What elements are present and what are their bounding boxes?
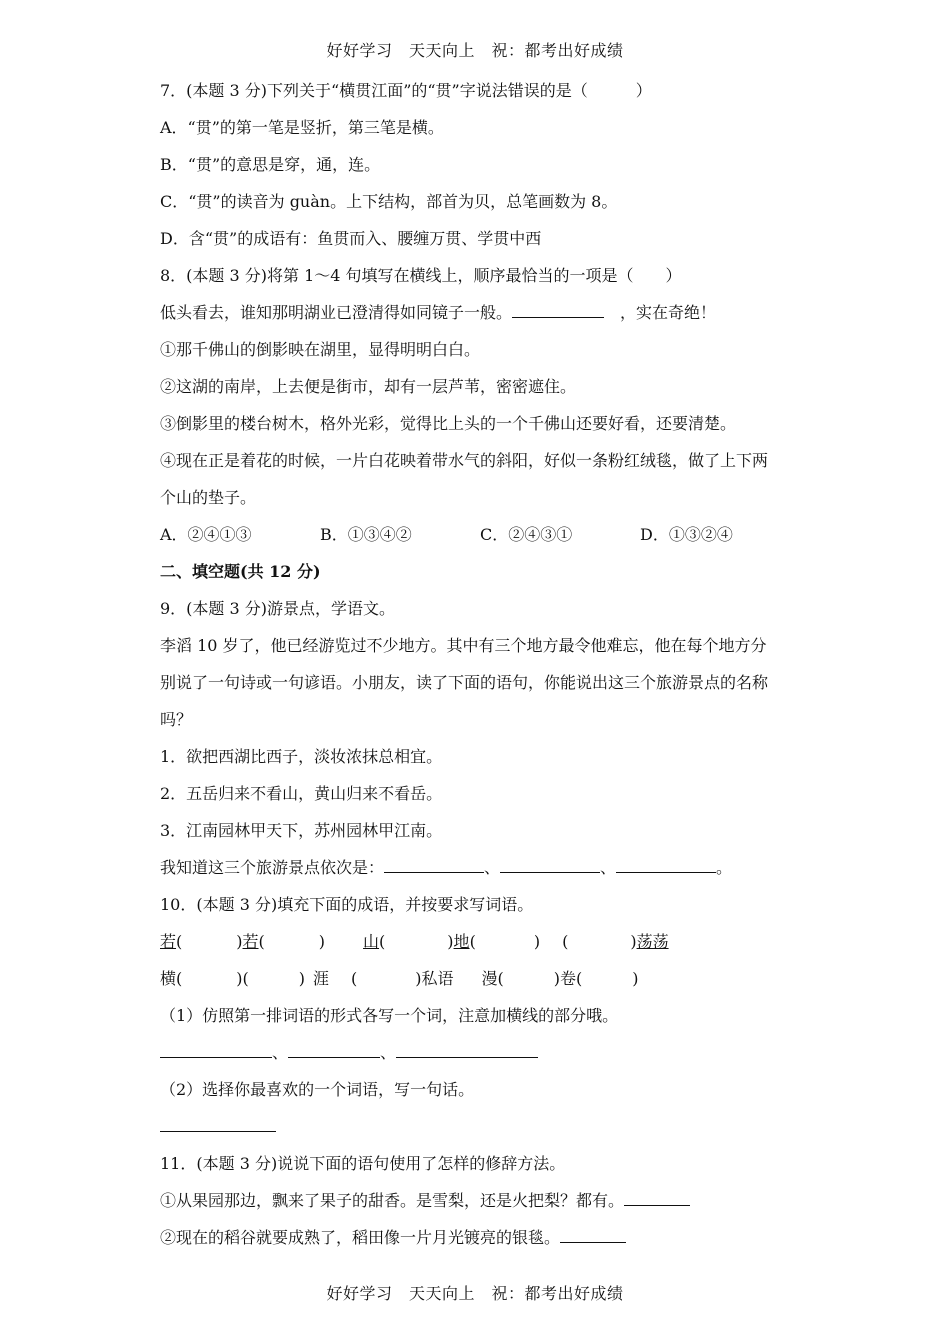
q10-r2-part-7: 漫( <box>481 969 504 988</box>
q9-blank-3[interactable] <box>616 857 716 873</box>
q9-blank-2[interactable] <box>500 857 600 873</box>
page-footer: 好好学习 天天向上 祝：都考出好成绩 <box>326 1284 624 1303</box>
q10-r1-paren-close-1: ) <box>236 932 243 951</box>
q8-option-b: B．①③④② <box>320 525 412 544</box>
q9-separator-1: 、 <box>484 858 501 877</box>
q9-line-3: 3．江南园林甲天下，苏州园林甲江南。 <box>160 821 443 840</box>
q10-sub-1-blank-2[interactable] <box>288 1042 380 1058</box>
q10-r1-paren-close-4: ) <box>533 932 541 951</box>
document-content <box>160 80 800 1264</box>
q9-line-1: 1．欲把西湖比西子，淡妆浓抹总相宜。 <box>160 747 443 766</box>
q10-r2-part-5: ( <box>351 969 358 988</box>
q9-line-2: 2．五岳归来不看山，黄山归来不看岳。 <box>160 784 443 803</box>
q8-stem: 8．(本题 3 分)将第 1～4 句填写在横线上，顺序最恰当的一项是（ ） <box>160 266 682 285</box>
q9-stem: 9．(本题 3 分)游景点，学语文。 <box>160 599 396 618</box>
q10-sub-2-answer <box>160 1116 800 1153</box>
q8-passage-text: 低头看去，谁知那明湖业已澄清得如同镜子一般。 <box>160 303 513 322</box>
q8-sentence-3: ③倒影里的楼台树木，格外光彩，觉得比上头的一个千佛山还要好看，还要清楚。 <box>160 414 737 433</box>
q9-end-mark: 。 <box>716 858 733 877</box>
q10-sub-1-sep-1: 、 <box>272 1043 289 1062</box>
q8-answer-blank[interactable] <box>512 302 604 318</box>
q10-sub-1-answer <box>160 1042 800 1079</box>
q10-r2-part-3: ) <box>298 969 305 988</box>
q10-r1-paren-open-2: ( <box>258 932 265 951</box>
q10-idiom-row-1 <box>160 931 800 968</box>
q7-stem: 7．(本题 3 分)下列关于“横贯江面”的“贯”字说法错误的是（ ） <box>160 81 652 100</box>
q9-paragraph-2: 别说了一句诗或一句谚语。小朋友，读了下面的语句，你能说出这三个旅游景点的名称 <box>160 673 769 692</box>
q9-paragraph-3: 吗？ <box>160 710 193 729</box>
q10-r2-part-8: )卷( <box>553 969 583 988</box>
q9-paragraph-1: 李滔 10 岁了，他已经游览过不少地方。其中有三个地方最令他难忘，他在每个地方分 <box>160 636 767 655</box>
q10-r1-paren-close-5: ) <box>630 932 637 951</box>
q10-r1-chars-5: 荡荡 <box>636 932 669 951</box>
q10-stem: 10．(本题 3 分)填充下面的成语，并按要求写词语。 <box>160 895 534 914</box>
q10-sub-1-sep-2: 、 <box>380 1043 397 1062</box>
q11-stem: 11．(本题 3 分)说说下面的语句使用了怎样的修辞方法。 <box>160 1154 566 1173</box>
q8-sentence-4b: 个山的垫子。 <box>160 488 257 507</box>
q11-blank-2[interactable] <box>560 1227 626 1243</box>
q10-r1-paren-close-2: ) <box>318 932 326 951</box>
q8-option-c: C．②④③① <box>480 525 573 544</box>
q10-r1-paren-open-5: ( <box>562 932 569 951</box>
q10-r1-paren-close-3: ) <box>447 932 454 951</box>
q10-sub-1: （1）仿照第一排词语的形式各写一个词，注意加横线的部分哦。 <box>160 1006 619 1025</box>
q9-answer-line <box>160 857 800 894</box>
q7-option-b: B．“贯”的意思是穿，通，连。 <box>160 155 381 174</box>
q7-option-c: C．“贯”的读音为 guàn。上下结构，部首为贝，总笔画数为 8。 <box>160 192 618 211</box>
q10-r2-part-1: 横( <box>160 969 183 988</box>
q8-passage <box>160 302 800 339</box>
q9-blank-1[interactable] <box>384 857 484 873</box>
q10-sub-1-blank-1[interactable] <box>160 1042 272 1058</box>
q9-answer-prefix: 我知道这三个旅游景点依次是： <box>160 858 385 877</box>
q10-sub-2-blank[interactable] <box>160 1116 276 1132</box>
q8-sentence-4a: ④现在正是着花的时候，一片白花映着带水气的斜阳，好似一条粉红绒毯，做了上下两 <box>160 451 769 470</box>
q11-blank-1[interactable] <box>624 1190 690 1206</box>
q8-sentence-1: ①那千佛山的倒影映在湖里，显得明明白白。 <box>160 340 481 359</box>
q10-r1-paren-open-4: ( <box>469 932 476 951</box>
q10-r1-paren-open-3: ( <box>379 932 386 951</box>
q10-idiom-row-2 <box>160 968 800 1005</box>
q11-sentence-2-text: ②现在的稻谷就要成熟了，稻田像一片月光镀亮的银毯。 <box>160 1228 561 1247</box>
q8-option-d: D．①③②④ <box>640 525 733 544</box>
q11-sentence-1-text: ①从果园那边，飘来了果子的甜香。是雪梨，还是火把梨？都有。 <box>160 1191 625 1210</box>
section-2-title: 二、填空题(共 12 分) <box>160 562 321 581</box>
q10-r1-char-4: 地 <box>453 932 470 951</box>
q10-r2-part-4: 涯 <box>312 969 329 988</box>
q11-sentence-1 <box>160 1190 800 1227</box>
q8-sentence-2: ②这湖的南岸，上去便是街市，却有一层芦苇，密密遮住。 <box>160 377 577 396</box>
q8-options <box>160 524 800 561</box>
q10-r1-paren-open-1: ( <box>176 932 183 951</box>
q7-option-d: D．含“贯”的成语有：鱼贯而入、腰缠万贯、学贯中西 <box>160 229 542 248</box>
q8-passage-end: ，实在奇绝！ <box>620 303 717 322</box>
q10-r2-part-9: ) <box>632 969 639 988</box>
q10-sub-1-blank-3[interactable] <box>396 1042 538 1058</box>
q10-r2-part-2: )( <box>236 969 249 988</box>
q10-r1-char-2: 若 <box>242 932 259 951</box>
q10-sub-2: （2）选择你最喜欢的一个词语，写一句话。 <box>160 1080 475 1099</box>
page-header: 好好学习 天天向上 祝：都考出好成绩 <box>326 41 624 60</box>
q10-r1-char-1: 若 <box>160 932 177 951</box>
q7-option-a: A．“贯”的第一笔是竖折，第三笔是横。 <box>160 118 444 137</box>
q10-r1-char-3: 山 <box>363 932 380 951</box>
q8-option-a: A．②④①③ <box>160 525 252 544</box>
q11-sentence-2 <box>160 1227 800 1264</box>
q10-r2-part-6: )私语 <box>415 969 454 988</box>
q9-separator-2: 、 <box>600 858 617 877</box>
